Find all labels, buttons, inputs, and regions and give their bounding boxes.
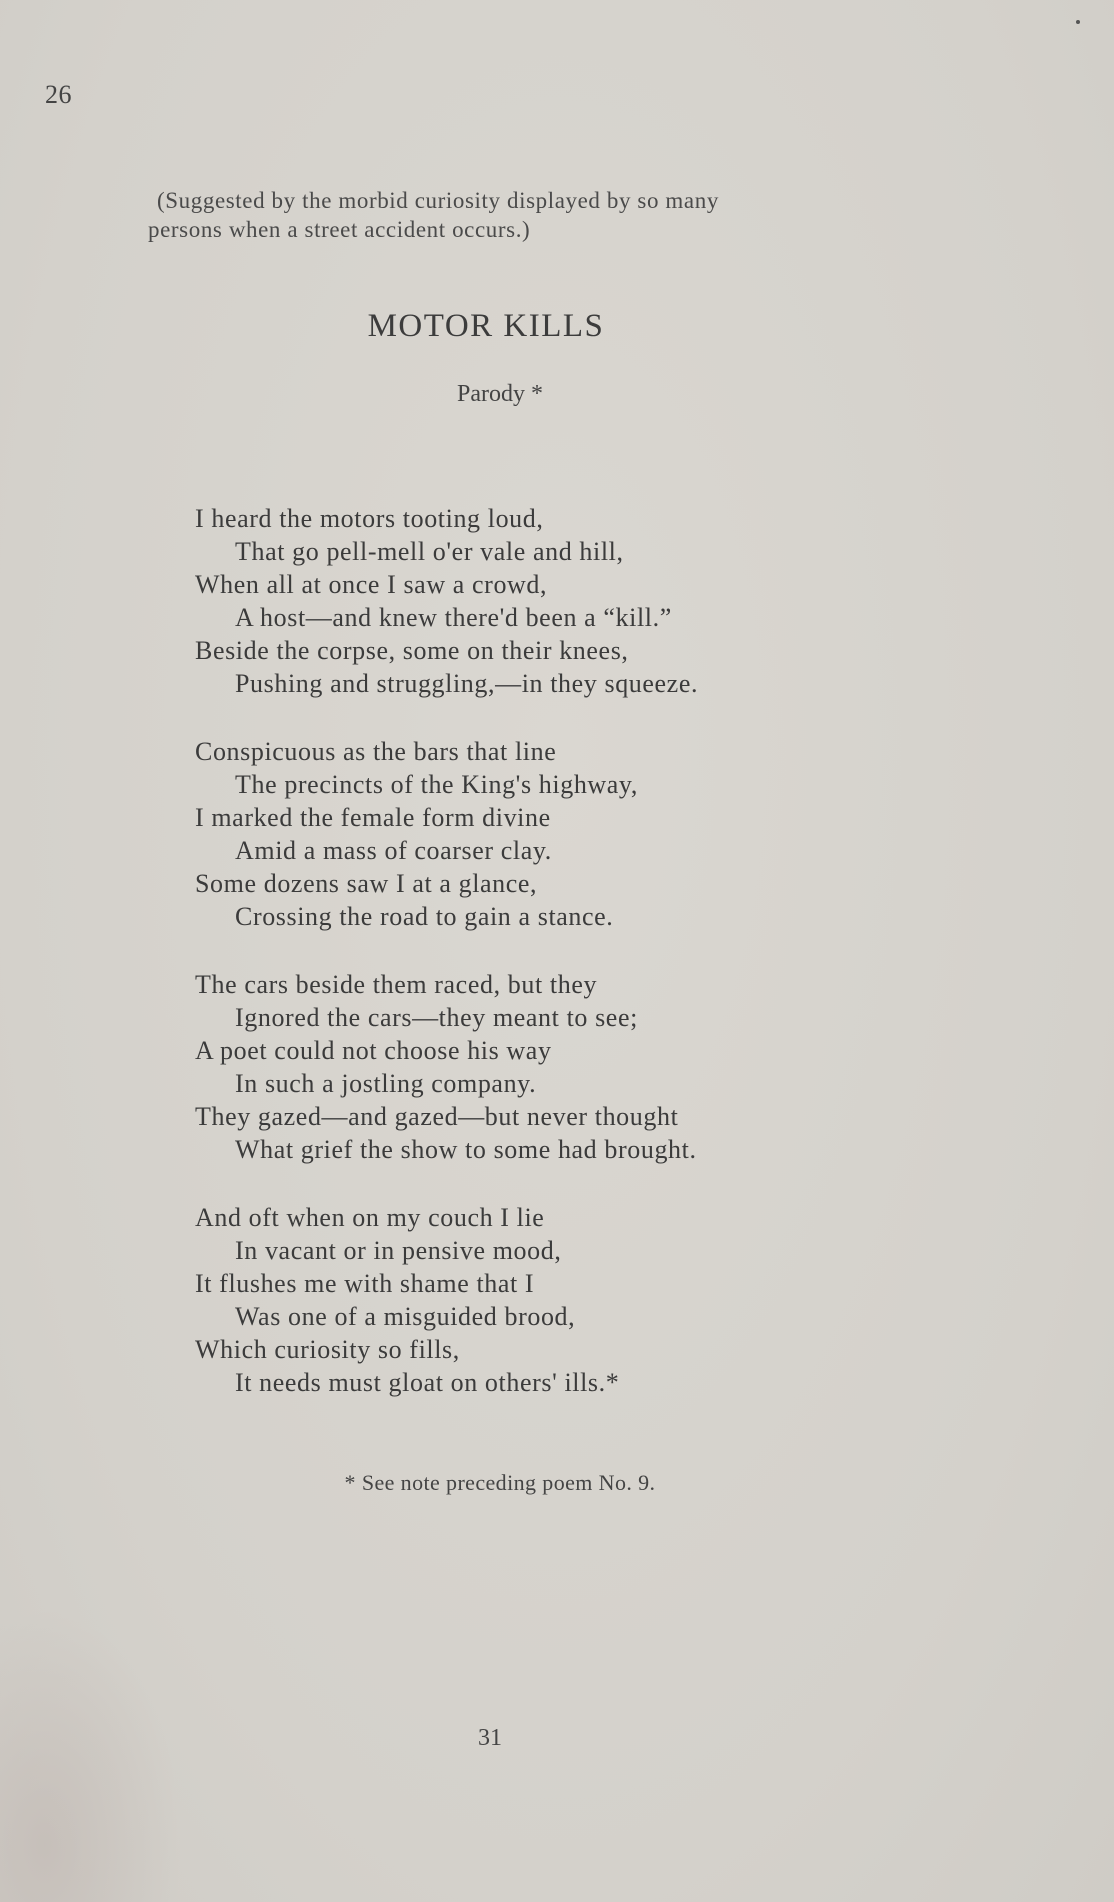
verse-line: I heard the motors tooting loud, [195, 504, 544, 533]
verse-line: The precincts of the King's highway, [235, 770, 638, 799]
verse-line: In such a jostling company. [235, 1069, 537, 1098]
verse-line: A host—and knew there'd been a “kill.” [235, 603, 672, 632]
intro-note-line: (Suggested by the morbid curiosity displayed by so many [157, 188, 719, 213]
verse-line: Which curiosity so fills, [195, 1335, 460, 1364]
verse-line: I marked the female form divine [195, 803, 551, 832]
top-page-number: 26 [45, 80, 72, 109]
stanza [195, 735, 895, 933]
verse-line: Some dozens saw I at a glance, [195, 869, 538, 898]
verse-line: It needs must gloat on others' ills.* [235, 1368, 620, 1397]
verse-line: And oft when on my couch I lie [195, 1203, 545, 1232]
verse-line: The cars beside them raced, but they [195, 970, 598, 999]
intro-note-line: persons when a street accident occurs.) [148, 217, 531, 242]
intro-note [148, 186, 888, 244]
stanza [195, 968, 895, 1166]
verse-line: A poet could not choose his way [195, 1036, 552, 1065]
poem-body [195, 502, 895, 1434]
stanza [195, 1201, 895, 1399]
verse-line: Crossing the road to gain a stance. [235, 902, 614, 931]
poem-title: MOTOR KILLS [367, 308, 605, 344]
verse-line: Pushing and struggling,—in they squeeze. [235, 669, 699, 698]
verse-line: Conspicuous as the bars that line [195, 737, 557, 766]
verse-line: Ignored the cars—they meant to see; [235, 1003, 638, 1032]
verse-line: When all at once I saw a crowd, [195, 570, 548, 599]
verse-line: They gazed—and gazed—but never thought [195, 1102, 679, 1131]
verse-line: In vacant or in pensive mood, [235, 1236, 562, 1265]
paper-speck [1076, 20, 1080, 24]
stanza [195, 502, 895, 700]
verse-line: What grief the show to some had brought. [235, 1135, 697, 1164]
verse-line: Beside the corpse, some on their knees, [195, 636, 629, 665]
verse-line: It flushes me with shame that I [195, 1269, 535, 1298]
poem-subtitle: Parody * [457, 381, 543, 407]
verse-line: That go pell-mell o'er vale and hill, [235, 537, 624, 566]
verse-line: Was one of a misguided brood, [235, 1302, 576, 1331]
bottom-page-number: 31 [478, 1725, 502, 1751]
verse-line: Amid a mass of coarser clay. [235, 836, 552, 865]
footnote: * See note preceding poem No. 9. [344, 1470, 656, 1495]
